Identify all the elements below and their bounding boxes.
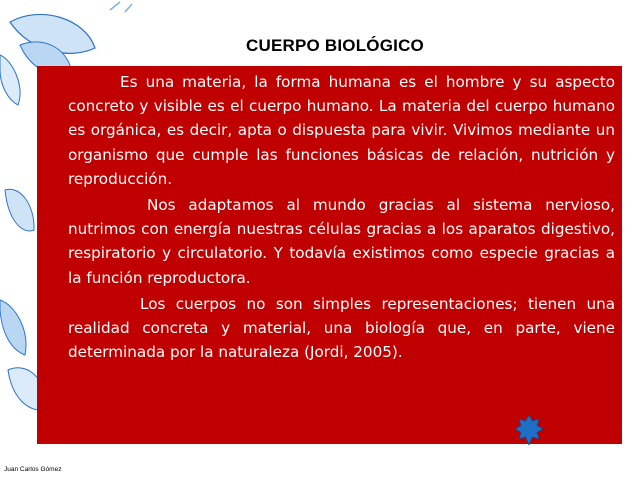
paragraph-1: Es una materia, la forma humana es el hombre y su aspecto concreto y visible es el cuerpo humano. La materia del cuerpo humano es orgánica, es decir, apta o dispuesta para vivir. Vivimos mediante un organismo que cumple las funciones básicas de relación, nutrición y reproducción.: [68, 73, 615, 188]
paragraph-3: Los cuerpos no son simples representaciones; tienen una realidad concreta y material, una biología que, en parte, viene determinada por la naturaleza (Jordi, 2005).: [68, 294, 615, 362]
author-label: Juan Carlos Gómez: [4, 466, 62, 473]
paragraph-2: Nos adaptamos al mundo gracias al sistema nervioso, nutrimos con energía nuestras células gracias a los aparatos digestivo, respiratorio y circulatorio. Y todavía existimos como especie gracias a la función reproductora.: [68, 196, 615, 287]
slide-title: CUERPO BIOLÓGICO: [246, 36, 424, 55]
body-text: [68, 70, 615, 364]
star-badge-icon: [515, 415, 543, 445]
